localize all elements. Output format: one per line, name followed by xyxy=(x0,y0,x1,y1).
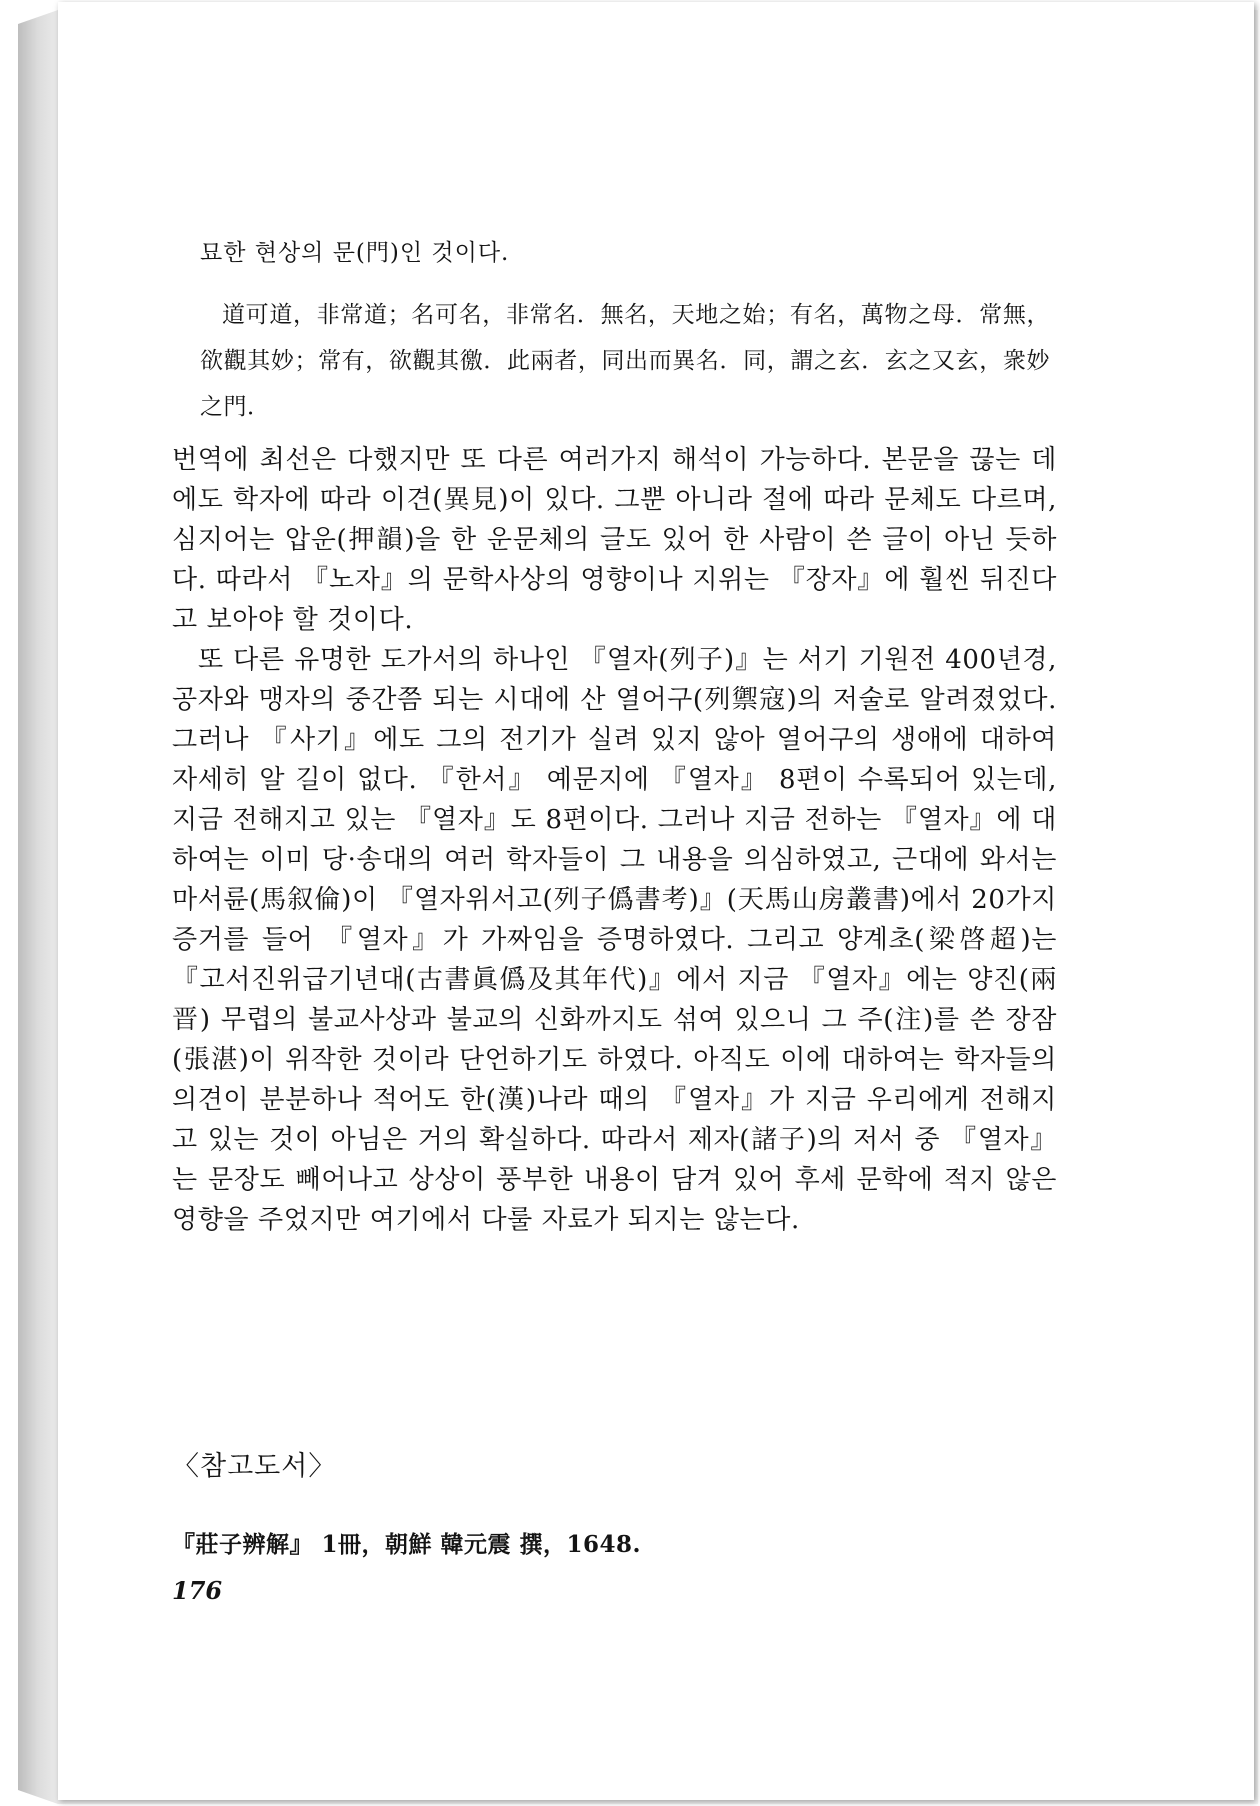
reference-item: 『莊子辨解』 1冊，朝鮮 韓元震 撰，1648. xyxy=(172,1531,642,1558)
lead-line: 묘한 현상의 문(門)인 것이다. xyxy=(200,240,510,266)
classical-chinese-quote: 道可道，非常道；名可名，非常名．無名，天地之始；有名，萬物之母．常無，欲觀其妙；常有，欲觀其徼．此兩者，同出而異名．同，謂之玄．玄之又玄，衆妙之門． xyxy=(200,302,1050,420)
page-number: 176 xyxy=(172,1576,223,1605)
paragraph-2: 또 다른 유명한 도가서의 하나인 『열자(列子)』는 서기 기원전 400년경, 공자와 맹자의 중간쯤 되는 시대에 산 열어구(列禦寇)의 저술로 알려졌었다. 그러나 『사기』에도 그의 전기가 실려 있지 않아 열어구의 생애에 대하여 자세히 알 길이 없다. 『한서』 예문지에 『열자』 8편이 수록되어 있는데, 지금 전해지고 있는 『열자』도 8편이다. 그러나 지금 전하는 『열자』에 대하여는 이미 당·송대의 여러 학자들이 그 내용을 의심하였고, 근대에 와서는 마서륜(馬叙倫)이 『열자위서고(列子僞書考)』(天馬山房叢書)에서 20가지 증거를 들어 『열자』가 가짜임을 증명하였다. 그리고 양계초(梁啓超)는 『고서진위급기년대(古書眞僞及其年代)』에서 지금 『열자』에는 양진(兩晋) 무렵의 불교사상과 불교의 신화까지도 섞여 있으니 그 주(注)를 쓴 장잠(張湛)이 위작한 것이라 단언하기도 하였다. 아직도 이에 대하여는 학자들의 의견이 분분하나 적어도 한(漢)나라 때의 『열자』가 지금 우리에게 전해지고 있는 것이 아님은 거의 확실하다. 따라서 제자(諸子)의 저서 중 『열자』는 문장도 빼어나고 상상이 풍부한 내용이 담겨 있어 후세 문학에 적지 않은 영향을 주었지만 여기에서 다룰 자료가 되지는 않는다. xyxy=(172,645,1057,1235)
references-heading: 〈참고도서〉 xyxy=(172,1451,337,1482)
paragraph-1: 번역에 최선은 다했지만 또 다른 여러가지 해석이 가능하다. 본문을 끊는 데에도 학자에 따라 이견(異見)이 있다. 그뿐 아니라 절에 따라 문체도 다르며, 심지어는 압운(押韻)을 한 운문체의 글도 있어 한 사람이 쓴 글이 아닌 듯하다. 따라서 『노자』의 문학사상의 영향이나 지위는 『장자』에 훨씬 뒤진다고 보아야 할 것이다. xyxy=(172,445,1057,635)
body-text xyxy=(172,440,1057,1240)
